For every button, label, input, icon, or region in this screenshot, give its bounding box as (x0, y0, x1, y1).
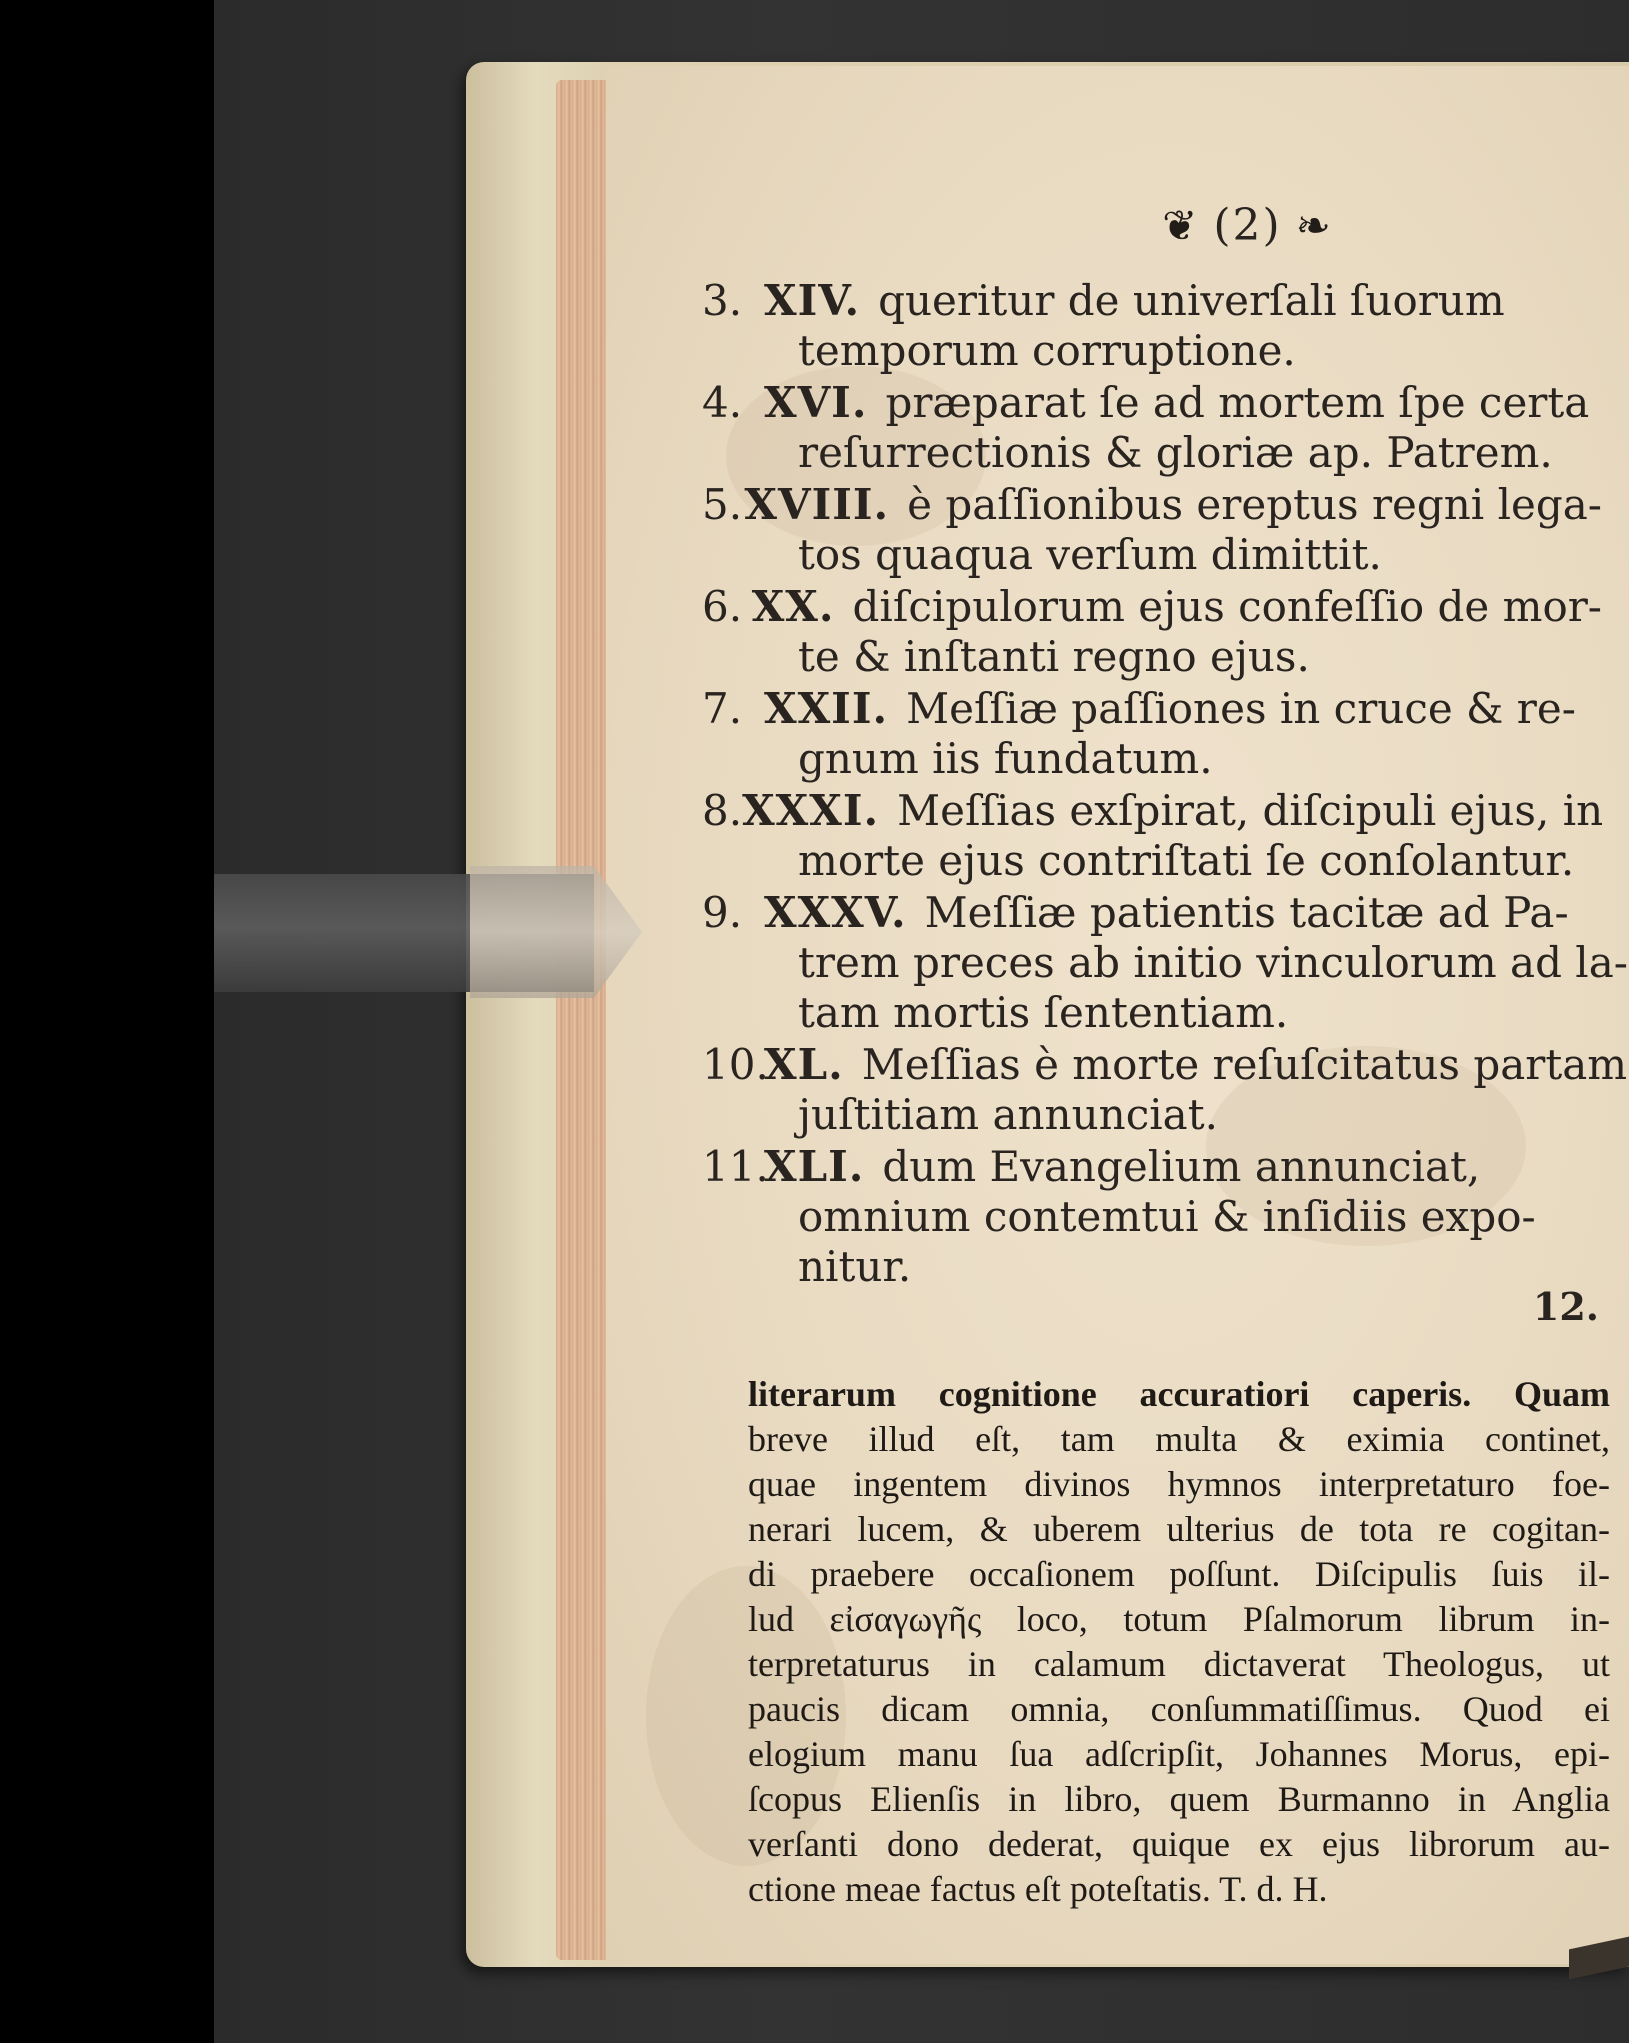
entry-number: 6. (702, 582, 743, 631)
psalm-number: XIV. (764, 276, 861, 325)
entry-text: Meſſiæ patientis tacitæ ad Pa- (924, 888, 1569, 937)
note-line: breve illud eſt, tam multa & eximia continet, (748, 1419, 1610, 1459)
entry-number: 8. (702, 786, 743, 835)
entry-continuation: temporum corruptione. (798, 326, 1296, 375)
entry-text: è paſſionibus ereptus regni lega- (907, 480, 1602, 529)
list-item (702, 276, 1602, 376)
list-item (702, 378, 1602, 478)
psalm-number: XXXI. (742, 786, 880, 835)
entry-number: 11. (702, 1142, 769, 1191)
note-line: quae ingentem divinos hymnos interpretaturo foe- (748, 1464, 1610, 1504)
psalm-number: XVIII. (744, 480, 890, 529)
list-item (702, 684, 1602, 784)
entry-continuation: trem preces ab initio vinculorum ad la- (798, 938, 1628, 987)
entry-number: 9. (702, 888, 743, 937)
psalm-number: XXII. (764, 684, 889, 733)
list-item (702, 480, 1602, 580)
entry-text: Meſſias exſpirat, diſcipuli ejus, in (897, 786, 1604, 835)
entry-number: 7. (702, 684, 743, 733)
entry-number: 4. (702, 378, 743, 427)
note-line: lud εἰσαγωγῆς loco, totum Pſalmorum librum in- (748, 1599, 1610, 1639)
ornament-left-icon: ❦ (1162, 201, 1200, 250)
entry-continuation: omnium contemtui & inſidiis expo- (798, 1192, 1536, 1241)
note-line: paucis dicam omnia, conſummatiſſimus. Quod ei (748, 1689, 1610, 1729)
entry-text: Meſſias è morte reſuſcitatus partam (861, 1040, 1628, 1089)
list-item (702, 1040, 1628, 1140)
psalm-list (702, 276, 1628, 1294)
entry-number: 10. (702, 1040, 769, 1089)
entry-continuation: morte ejus contriſtati ſe conſolantur. (798, 836, 1575, 885)
entry-continuation: gnum iis fundatum. (798, 734, 1213, 783)
entry-text: diſcipulorum ejus confeſſio de mor- (852, 582, 1602, 631)
note-line: elogium manu ſua adſcripſit, Johannes Morus, epi- (748, 1734, 1610, 1774)
entry-continuation: juſtitiam annunciat. (798, 1090, 1218, 1139)
psalm-number: XVI. (764, 378, 868, 427)
ornament-right-icon: ❧ (1295, 201, 1333, 250)
psalm-number: XL. (764, 1040, 844, 1089)
entry-text: præparat ſe ad mortem ſpe certa (885, 378, 1590, 427)
list-item (702, 582, 1602, 682)
note-line: literarum cognitione accuratiori caperis. Quam (748, 1374, 1610, 1414)
catchword: 12. (1532, 1284, 1599, 1329)
pasted-note (748, 1372, 1610, 1912)
entry-continuation: tos quaqua verſum dimittit. (798, 530, 1382, 579)
entry-number: 3. (702, 276, 743, 325)
psalm-number: XXXV. (764, 888, 907, 937)
note-line: ſcopus Elienſis in libro, quem Burmanno in Anglia (748, 1779, 1610, 1819)
page-number: (2) (1213, 200, 1282, 251)
psalm-number: XLI. (764, 1142, 865, 1191)
page-edges (556, 80, 612, 1960)
list-item (702, 786, 1602, 886)
entry-continuation: nitur. (798, 1242, 912, 1291)
note-line: terpretaturus in calamum dictaverat Theologus, ut (748, 1644, 1610, 1684)
entry-text: Meſſiæ paſſiones in cruce & re- (906, 684, 1576, 733)
entry-continuation: reſurrectionis & gloriæ ap. Patrem. (798, 428, 1553, 477)
entry-continuation: te & inſtanti regno ejus. (798, 632, 1310, 681)
note-line: nerari lucem, & uberem ulterius de tota re cogitan- (748, 1509, 1610, 1549)
list-item (702, 888, 1628, 1038)
note-line: verſanti dono dederat, quique ex ejus librorum au- (748, 1824, 1610, 1864)
scan-border (0, 0, 214, 2043)
entry-text: queritur de univerſali ſuorum (878, 276, 1505, 325)
entry-continuation: tam mortis ſententiam. (798, 988, 1289, 1037)
running-header (606, 200, 1629, 251)
book-page (606, 66, 1629, 1964)
note-line: di praebere occaſionem poſſunt. Diſcipulis ſuis il- (748, 1554, 1610, 1594)
note-line: ctione meae factus eſt poteſtatis. T. d. H. (748, 1869, 1328, 1909)
entry-text: dum Evangelium annunciat, (882, 1142, 1481, 1191)
psalm-number: XX. (751, 582, 835, 631)
list-item (702, 1142, 1602, 1292)
entry-number: 5. (702, 480, 743, 529)
